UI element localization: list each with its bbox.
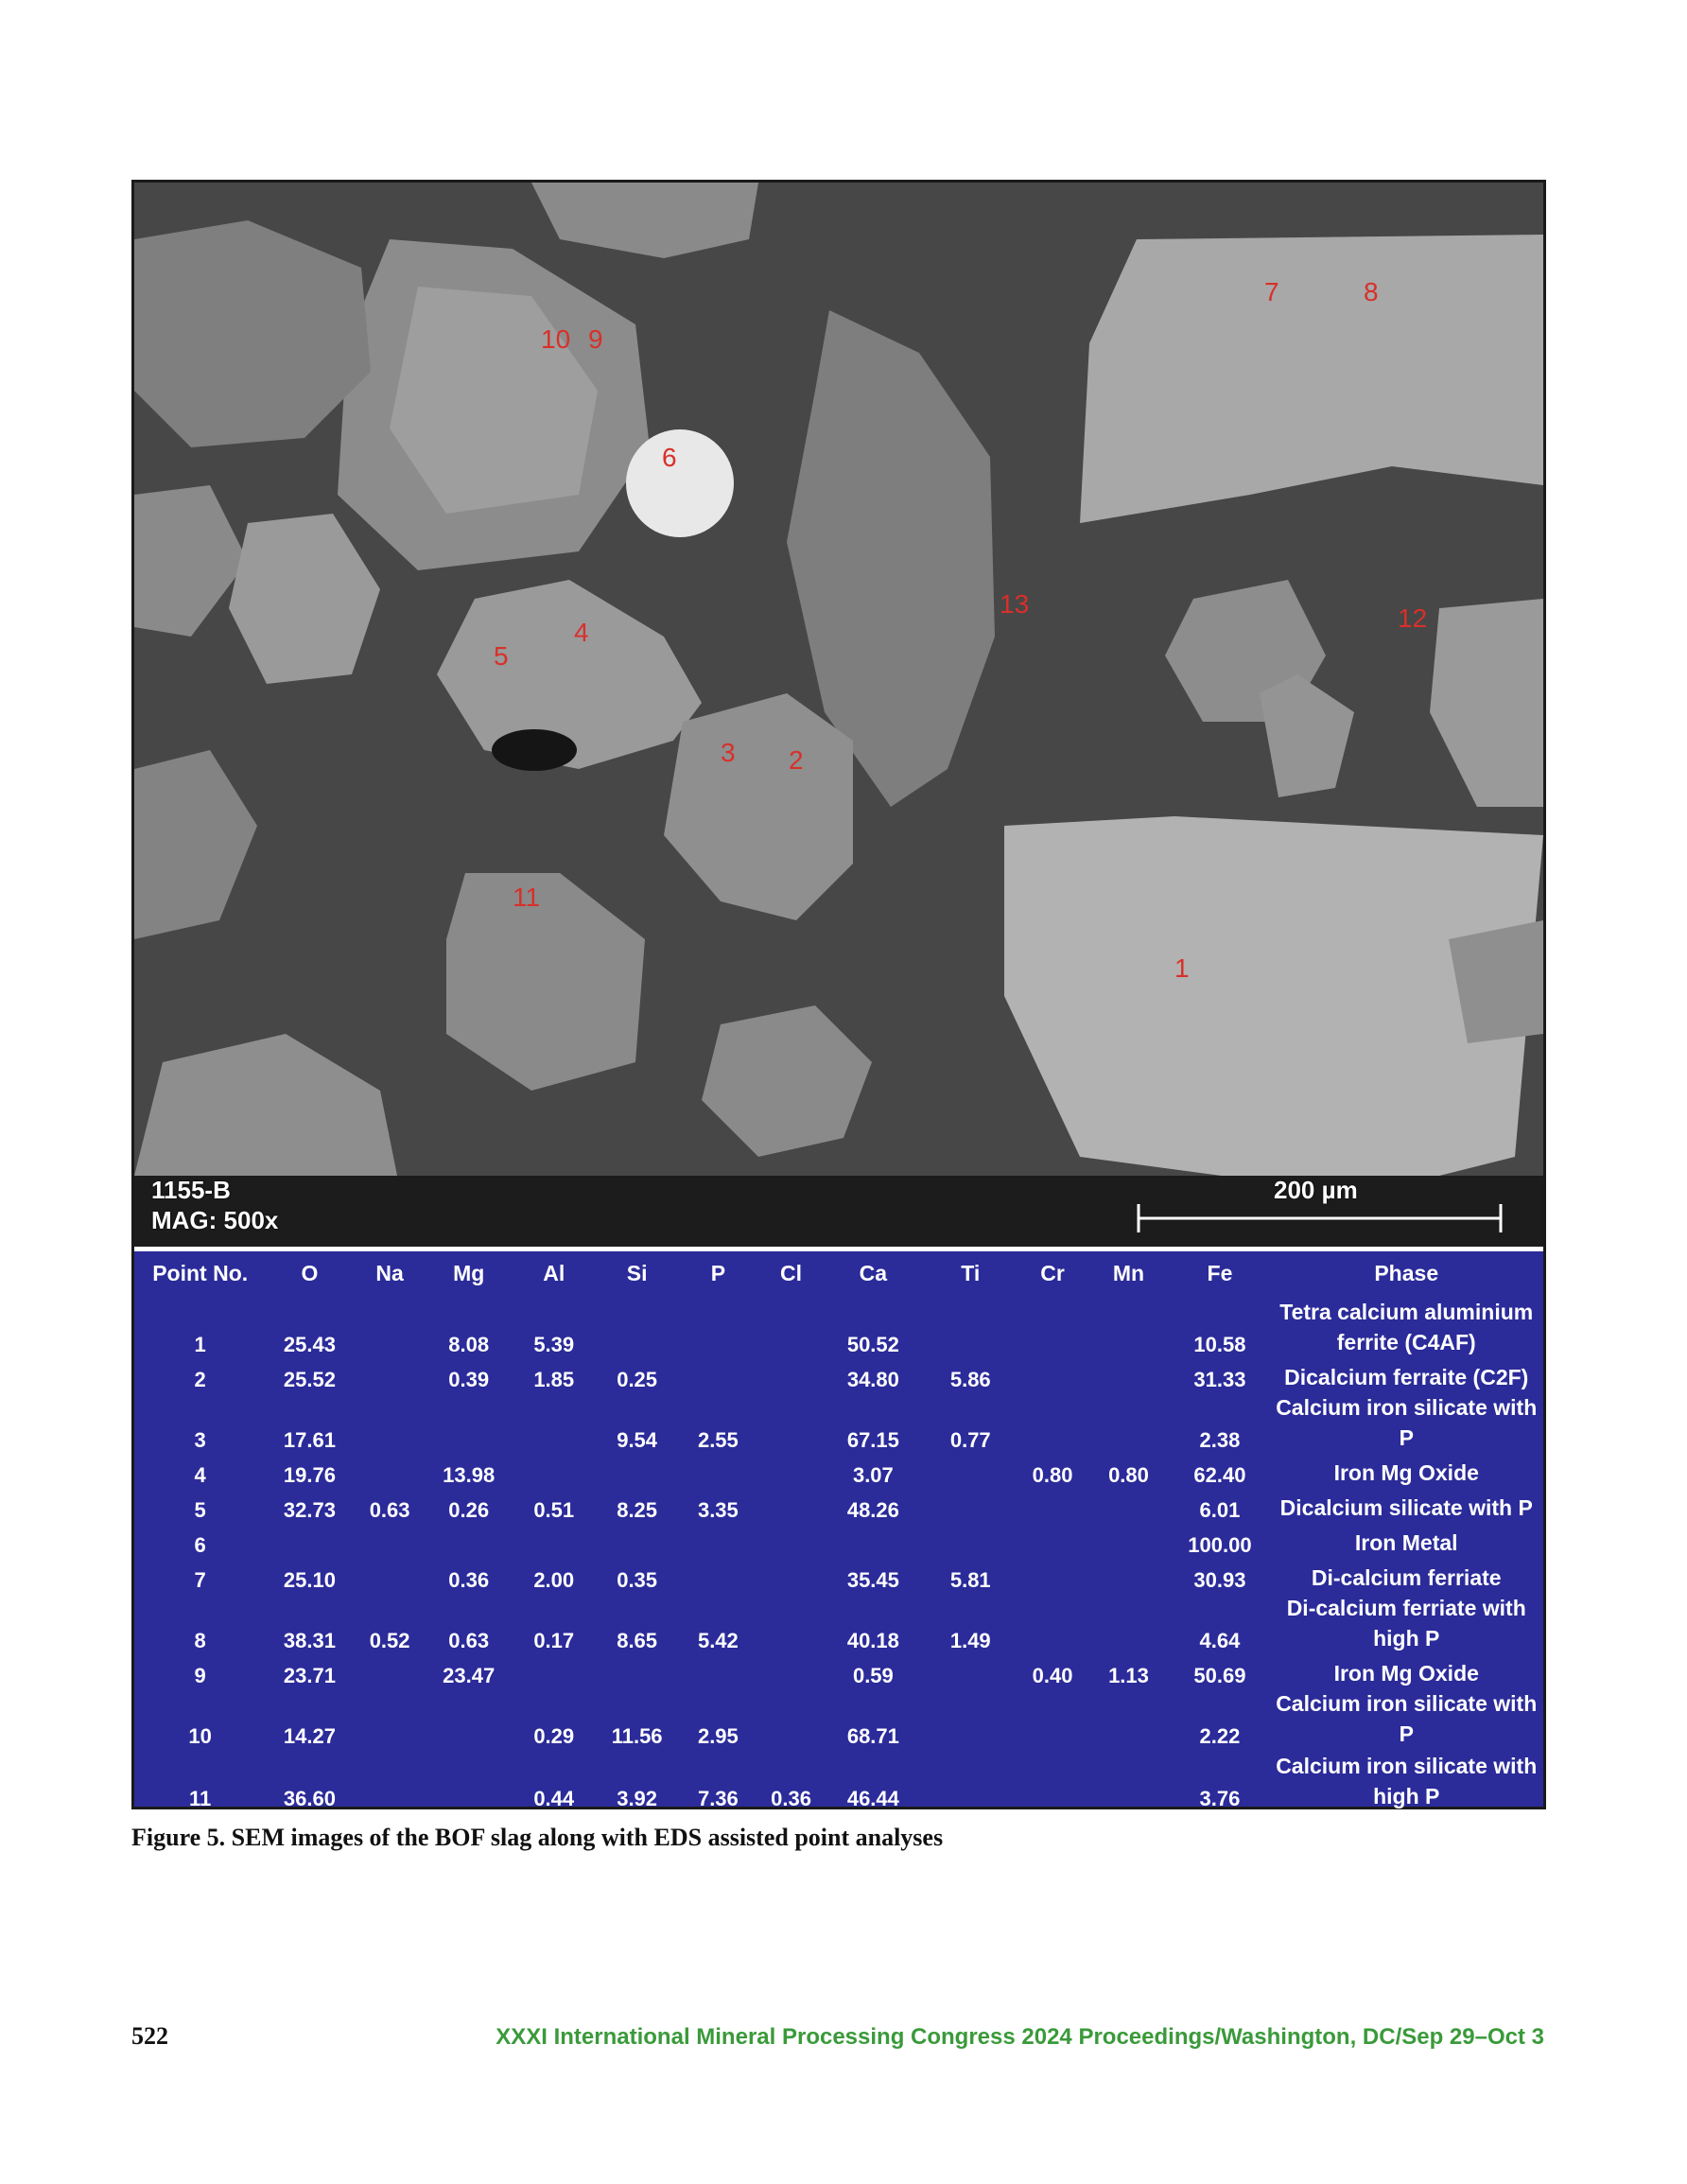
sample-id: 1155-B (151, 1176, 231, 1204)
table-cell-value (758, 1523, 824, 1558)
table-cell-value: 0.51 (533, 1498, 575, 1522)
table-cell-value: 3.35 (697, 1498, 739, 1522)
table-cell-value (1087, 1357, 1171, 1392)
table-cell-value (1087, 1558, 1171, 1593)
table-cell-value: 3.07 (852, 1463, 894, 1487)
table-cell-value (1087, 1811, 1171, 1872)
point-marker-6: 6 (662, 443, 677, 472)
table-row (134, 1558, 1543, 1593)
table-cell-value (678, 1558, 759, 1593)
table-cell-value (923, 1653, 1018, 1688)
table-cell-value (1087, 1593, 1171, 1653)
table-row (134, 1392, 1543, 1453)
header-cl: Cl (780, 1260, 803, 1285)
table-cell-value: 46.44 (846, 1787, 899, 1810)
table-cell-value (354, 1523, 426, 1558)
table-cell-value (597, 1523, 678, 1558)
table-cell-value: 0.29 (533, 1724, 575, 1748)
table-cell-value: 6.79 (617, 1908, 658, 1931)
table-cell-value: 50.69 (1193, 1664, 1246, 1687)
table-cell-value (354, 1392, 426, 1453)
table-cell-value: 0.59 (852, 1664, 894, 1687)
table-cell-value (266, 1523, 353, 1558)
header-cr: Cr (1040, 1260, 1065, 1285)
table-cell-point: 12 (188, 1847, 212, 1871)
running-footer: XXXI International Mineral Processing Congress 2024 Proceedings/Washington, DC/Sep 29–Oct 3 (496, 2024, 1544, 2050)
table-cell-value: 2.79 (697, 1908, 739, 1931)
table-cell-value: 62.40 (1193, 1463, 1246, 1487)
table-cell-phase: Di-calcium ferriate with high P (1286, 1596, 1526, 1651)
point-marker-3: 3 (721, 738, 736, 767)
table-cell-point: 4 (194, 1463, 206, 1487)
table-cell-value: 8.25 (617, 1498, 658, 1522)
table-cell-value: 2.01 (697, 1847, 739, 1871)
table-cell-value: 1.03 (1199, 1847, 1241, 1871)
table-cell-value: 0.22 (448, 1908, 490, 1931)
table-cell-phase: Dicalcium ferraite (C2F) (1284, 1365, 1529, 1389)
header-phase: Phase (1374, 1260, 1439, 1285)
header-si: Si (626, 1260, 648, 1285)
table-cell-value: 6.01 (1199, 1498, 1241, 1522)
table-cell-value: 0.63 (369, 1498, 410, 1522)
point-marker-10: 10 (541, 324, 571, 354)
table-cell-value: 5.39 (533, 1333, 575, 1356)
table-cell-phase: Calcium iron silicate with P (1276, 1875, 1538, 1930)
header-mg: Mg (453, 1260, 485, 1285)
table-cell-point: 11 (189, 1787, 212, 1810)
table-cell-value: 2.22 (1199, 1724, 1241, 1748)
page-number: 522 (131, 2022, 168, 2050)
magnification: MAG: 500x (151, 1206, 279, 1234)
table-cell-value (1018, 1523, 1087, 1558)
table-cell-phase: Iron Metal (1354, 1530, 1458, 1555)
table-cell-value: 1.49 (949, 1629, 991, 1652)
table-cell-value: 5.42 (697, 1629, 739, 1652)
table-cell-value (426, 1392, 512, 1453)
point-marker-5: 5 (494, 641, 509, 671)
table-cell-value: 47.84 (846, 1847, 899, 1871)
table-cell-value: 3.76 (1199, 1787, 1241, 1810)
table-cell-value (1018, 1392, 1087, 1453)
table-cell-value: 0.26 (448, 1498, 490, 1522)
table-cell-phase: Calcium iron silicate with P (1276, 1814, 1538, 1869)
table-cell-value (1018, 1811, 1087, 1872)
table-cell-value (923, 1488, 1018, 1523)
table-cell-value: 4.64 (1199, 1629, 1241, 1652)
table-cell-value: 0.77 (949, 1428, 991, 1452)
table-cell-value (1018, 1488, 1087, 1523)
point-marker-9: 9 (588, 324, 603, 354)
header-p: P (710, 1260, 726, 1285)
table-cell-value: 34.80 (846, 1368, 899, 1391)
table-cell-value: 0.35 (617, 1568, 658, 1592)
table-cell-point: 6 (194, 1533, 206, 1557)
point-marker-12: 12 (1398, 603, 1428, 633)
table-cell-value (426, 1749, 512, 1811)
table-row (134, 1488, 1543, 1523)
table-cell-value: 2.91 (1199, 1908, 1241, 1931)
sem-micrograph (134, 183, 1543, 1247)
point-marker-8: 8 (1364, 277, 1379, 306)
table-cell-value: 35.45 (846, 1568, 899, 1592)
table-cell-value: 47.64 (846, 1908, 899, 1931)
header-al: Al (543, 1260, 565, 1285)
point-marker-7: 7 (1264, 277, 1279, 306)
table-cell-value (758, 1872, 824, 1932)
table-cell-value: 0.54 (369, 1908, 410, 1931)
table-cell-value: 2.55 (697, 1428, 739, 1452)
header-o: O (301, 1260, 319, 1285)
table-header-row (134, 1251, 1543, 1295)
table-cell-value: 0.40 (1032, 1664, 1073, 1687)
table-cell-value (1018, 1295, 1087, 1357)
table-cell-value (512, 1523, 597, 1558)
scale-bar-label: 200 µm (1274, 1176, 1358, 1204)
table-cell-value (1018, 1558, 1087, 1593)
table-cell-point: 13 (188, 1908, 212, 1931)
table-cell-value: 23.47 (443, 1664, 496, 1687)
table-cell-value (512, 1653, 597, 1688)
table-cell-value: 17.61 (283, 1428, 336, 1452)
table-cell-value: 48.26 (846, 1498, 899, 1522)
table-cell-value: 0.36 (771, 1787, 811, 1810)
table-cell-value (923, 1688, 1018, 1749)
table-cell-value: 25.10 (283, 1568, 336, 1592)
table-cell-value: 11.56 (611, 1724, 663, 1748)
table-cell-value: 1.13 (1108, 1664, 1149, 1687)
table-cell-value: 0.25 (617, 1368, 658, 1391)
table-row (134, 1593, 1543, 1653)
table-cell-value: 7.31 (617, 1847, 658, 1871)
table-cell-value: 0.36 (448, 1568, 490, 1592)
table-cell-point: 2 (194, 1368, 206, 1391)
table-cell-value (758, 1653, 824, 1688)
table-cell-value (758, 1688, 824, 1749)
table-row (134, 1872, 1543, 1932)
table-cell-point: 10 (188, 1724, 212, 1748)
table-cell-value (1087, 1295, 1171, 1357)
table-cell-value (923, 1295, 1018, 1357)
table-cell-value (678, 1453, 759, 1488)
table-cell-value: 100.00 (1188, 1533, 1252, 1557)
table-cell-value (354, 1357, 426, 1392)
table-cell-value (678, 1295, 759, 1357)
table-cell-value (758, 1295, 824, 1357)
table-cell-value (597, 1653, 678, 1688)
table-cell-value: 32.73 (283, 1498, 336, 1522)
header-fe: Fe (1207, 1260, 1233, 1285)
table-cell-value: 3.92 (617, 1787, 658, 1810)
table-cell-value (824, 1523, 923, 1558)
table-cell-value (1018, 1593, 1087, 1653)
table-cell-value (758, 1392, 824, 1453)
table-cell-value (678, 1653, 759, 1688)
table-cell-value (923, 1749, 1018, 1811)
figure-caption: Figure 5. SEM images of the BOF slag along with EDS assisted point analyses (131, 1824, 944, 1851)
table-cell-value: 5.86 (949, 1368, 991, 1391)
table-cell-value (1087, 1749, 1171, 1811)
table-cell-value (923, 1523, 1018, 1558)
table-cell-value: 50.52 (846, 1333, 899, 1356)
table-cell-value: 0.16 (448, 1847, 490, 1871)
table-cell-value (1018, 1749, 1087, 1811)
point-marker-4: 4 (574, 618, 589, 647)
table-cell-value: 13.98 (443, 1463, 496, 1487)
table-cell-value (354, 1653, 426, 1688)
table-cell-value (1018, 1357, 1087, 1392)
iron-metal-sphere (626, 429, 734, 537)
table-cell-value: 2.00 (533, 1568, 575, 1592)
table-row (134, 1357, 1543, 1392)
table-cell-value (678, 1357, 759, 1392)
table-cell-value: 30.93 (1193, 1568, 1246, 1592)
table-cell-point: 8 (194, 1629, 206, 1652)
point-marker-13: 13 (1000, 589, 1030, 619)
table-cell-value: 39.88 (283, 1847, 336, 1871)
table-cell-value (426, 1523, 512, 1558)
table-cell-phase: Calcium iron silicate with P (1276, 1691, 1538, 1746)
table-cell-value (1087, 1523, 1171, 1558)
point-marker-11: 11 (513, 882, 541, 912)
table-row (134, 1453, 1543, 1488)
table-cell-value (1087, 1488, 1171, 1523)
table-cell-point: 9 (194, 1664, 206, 1687)
table-cell-value: 2.95 (697, 1724, 739, 1748)
table-row (134, 1653, 1543, 1688)
table-cell-value: 10.58 (1193, 1333, 1246, 1356)
table-cell-phase: Iron Mg Oxide (1333, 1460, 1479, 1485)
table-cell-point: 5 (194, 1498, 206, 1522)
table-cell-phase: Dicalcium silicate with P (1279, 1495, 1533, 1520)
header-ti: Ti (961, 1260, 981, 1285)
table-cell-value: 0.52 (369, 1629, 410, 1652)
table-cell-value: 68.71 (846, 1724, 899, 1748)
table-cell-value: 0.44 (533, 1787, 575, 1810)
table-cell-phase: Di-calcium ferriate (1311, 1565, 1502, 1590)
table-row (134, 1688, 1543, 1749)
table-cell-value: 8.08 (448, 1333, 490, 1356)
table-cell-value (354, 1558, 426, 1593)
table-cell-value (597, 1453, 678, 1488)
table-cell-value (923, 1453, 1018, 1488)
table-cell-value (354, 1688, 426, 1749)
table-cell-value: 7.36 (697, 1787, 739, 1810)
table-cell-value (426, 1688, 512, 1749)
table-cell-value (354, 1295, 426, 1357)
table-cell-value: 0.62 (369, 1847, 410, 1871)
table-cell-value (1018, 1872, 1087, 1932)
table-cell-value: 40.18 (846, 1629, 899, 1652)
table-cell-value (354, 1453, 426, 1488)
table-cell-value (512, 1392, 597, 1453)
table-row (134, 1295, 1543, 1357)
table-cell-value: 1.85 (533, 1368, 575, 1391)
table-cell-value: 0.80 (1108, 1463, 1149, 1487)
table-cell-point: 1 (194, 1333, 206, 1356)
table-cell-point: 7 (194, 1568, 206, 1592)
table-cell-value: 31.33 (1193, 1368, 1246, 1391)
table-cell-phase: Tetra calcium aluminium ferrite (C4AF) (1279, 1300, 1534, 1354)
table-cell-value: 23.71 (283, 1664, 336, 1687)
table-cell-value (1018, 1688, 1087, 1749)
header-point-no: Point No. (152, 1260, 249, 1285)
table-cell-phase: Calcium iron silicate with P (1276, 1395, 1538, 1450)
table-cell-value: 9.54 (617, 1428, 658, 1452)
table-cell-value: 38.31 (283, 1629, 336, 1652)
table-cell-value (1087, 1872, 1171, 1932)
table-cell-value (1087, 1688, 1171, 1749)
table-cell-phase: Iron Mg Oxide (1333, 1661, 1479, 1686)
table-cell-phase: Calcium iron silicate with high P (1276, 1754, 1538, 1808)
table-cell-value: 5.81 (949, 1568, 991, 1592)
sem-image (134, 183, 1543, 1247)
table-cell-value (758, 1488, 824, 1523)
table-cell-value (354, 1749, 426, 1811)
table-cell-value (512, 1453, 597, 1488)
table-cell-value (678, 1523, 759, 1558)
table-cell-value: 67.15 (846, 1428, 899, 1452)
table-cell-value: 37.92 (283, 1908, 336, 1931)
point-marker-2: 2 (789, 745, 804, 775)
table-cell-value (758, 1453, 824, 1488)
table-row (134, 1523, 1543, 1558)
table-cell-value (758, 1558, 824, 1593)
table-row (134, 1749, 1543, 1811)
table-cell-value: 0.76 (949, 1847, 991, 1871)
header-mn: Mn (1112, 1260, 1145, 1285)
table-cell-value: 8.65 (617, 1629, 658, 1652)
table-cell-value (597, 1295, 678, 1357)
table-cell-value: 14.27 (283, 1724, 336, 1748)
table-cell-value: 19.76 (283, 1463, 336, 1487)
table-cell-value: 0.28 (533, 1908, 575, 1931)
table-cell-value: 0.17 (533, 1629, 575, 1652)
table-cell-value: 0.38 (533, 1847, 575, 1871)
table-cell-value (758, 1593, 824, 1653)
table-cell-point: 3 (194, 1428, 206, 1452)
header-na: Na (375, 1260, 404, 1285)
table-cell-value: 36.60 (283, 1787, 336, 1810)
table-cell-value: 0.91 (949, 1908, 991, 1931)
table-cell-value: 0.39 (448, 1368, 490, 1391)
table-cell-value: 0.80 (1032, 1463, 1073, 1487)
table-cell-value: 0.63 (448, 1629, 490, 1652)
header-ca: Ca (859, 1260, 888, 1285)
table-cell-value: 2.38 (1199, 1428, 1241, 1452)
table-cell-value: 25.43 (283, 1333, 336, 1356)
table-cell-value (758, 1357, 824, 1392)
point-marker-1: 1 (1174, 953, 1190, 983)
table-cell-value: 25.52 (283, 1368, 336, 1391)
table-cell-value (1087, 1392, 1171, 1453)
